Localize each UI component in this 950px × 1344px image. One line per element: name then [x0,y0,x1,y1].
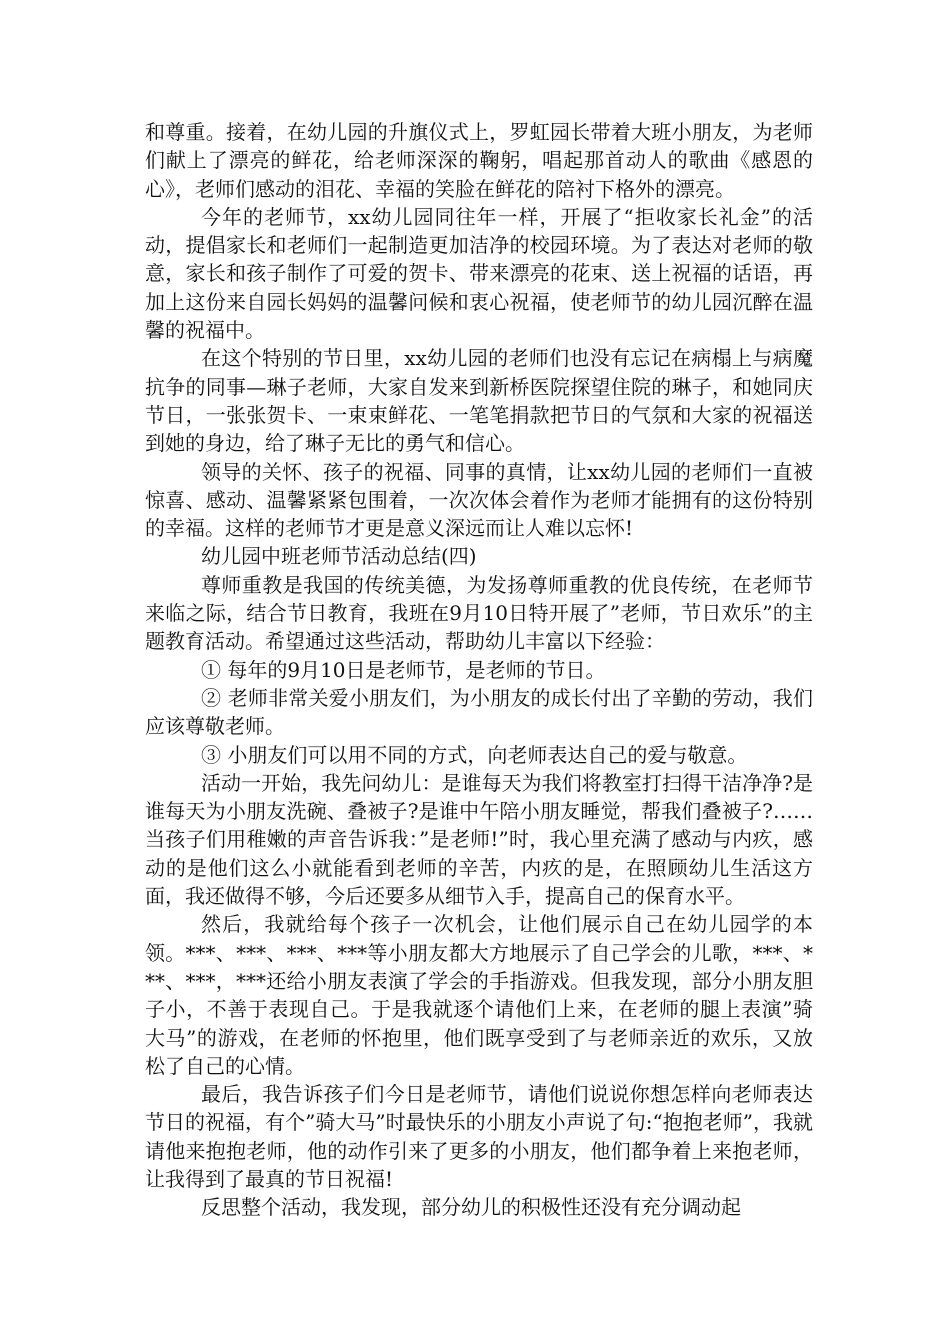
paragraph-1: 和尊重。接着，在幼儿园的升旗仪式上，罗虹园长带着大班小朋友，为老师们献上了漂亮的鲜花，给老师深深的鞠躬，唱起那首动人的歌曲《感恩的心》，老师们感动的泪花、幸福的笑脸在鲜花的陪衬下格外的漂亮。 [145,120,813,201]
document-body [145,118,813,1222]
paragraph-13: 反思整个活动，我发现，部分幼儿的积极性还没有充分调动起 [201,1195,741,1220]
list-item-2: ② 老师非常关爱小朋友们，为小朋友的成长付出了辛勤的劳动，我们应该尊敬老师。 [145,685,813,739]
list-item-3: ③ 小朋友们可以用不同的方式，向老师表达自己的爱与敬意。 [201,742,748,767]
paragraph-2: 今年的老师节，xx幼儿园同往年一样，开展了“拒收家长礼金”的活动，提倡家长和老师们一起制造更加洁净的校园环境。为了表达对老师的敬意，家长和孩子制作了可爱的贺卡、带来漂亮的花束、送上祝福的话语，再加上这份来自园长妈妈的温馨问候和衷心祝福，使老师节的幼儿园沉醉在温馨的祝福中。 [145,204,813,343]
paragraph-11: 然后，我就给每个孩子一次机会，让他们展示自己在幼儿园学的本领。***、***、***、***等小朋友都大方地展示了自己学会的儿歌，***、***、***，***还给小朋友表演了学会的手指游戏。但我发现，部分小朋友胆子小，不善于表现自己。于是我就逐个请他们上来，在老师的腿上表演”骑大马”的游戏，在老师的怀抱里，他们既享受到了与老师亲近的欢乐，又放松了自己的心情。 [145,912,813,1078]
paragraph-4: 领导的关怀、孩子的祝福、同事的真情，让xx幼儿园的老师们一直被惊喜、感动、温馨紧紧包围着，一次次体会着作为老师才能拥有的这份特别的幸福。这样的老师节才更是意义深远而让人难以忘怀! [145,459,813,541]
list-item-1: ① 每年的9月10日是老师节，是老师的节日。 [201,657,606,682]
paragraph-10: 活动一开始，我先问幼儿：是谁每天为我们将教室打扫得干洁净净?是谁每天为小朋友洗碗、叠被子?是谁中午陪小朋友睡觉，帮我们叠被子?……当孩子们用稚嫩的声音告诉我：”是老师!”时，我心里充满了感动与内疚，感动的是他们这么小就能看到老师的辛苦，内疚的是，在照顾幼儿生活这方面，我还做得不够，今后还要多从细节入手，提高自己的保育水平。 [145,770,813,909]
paragraph-3: 在这个特别的节日里，xx幼儿园的老师们也没有忘记在病榻上与病魔抗争的同事—琳子老师，大家自发来到新桥医院探望住院的琳子，和她同庆节日，一张张贺卡、一束束鲜花、一笔笔捐款把节日的气氛和大家的祝福送到她的身边，给了琳子无比的勇气和信心。 [145,346,813,456]
paragraph-6: 尊师重教是我国的传统美德，为发扬尊师重教的优良传统，在老师节来临之际，结合节日教育，我班在9月10日特开展了”老师，节日欢乐”的主题教育活动。希望通过这些活动，帮助幼儿丰富以下经验： [145,572,813,654]
paragraph-12: 最后，我告诉孩子们今日是老师节，请他们说说你想怎样向老师表达节日的祝福，有个”骑大马”时最快乐的小朋友小声说了句:“抱抱老师”，我就请他来抱抱老师，他的动作引来了更多的小朋友，他们都争着上来抱老师，让我得到了最真的节日祝福! [145,1082,813,1191]
section-heading: 幼儿园中班老师节活动总结(四) [201,544,477,569]
